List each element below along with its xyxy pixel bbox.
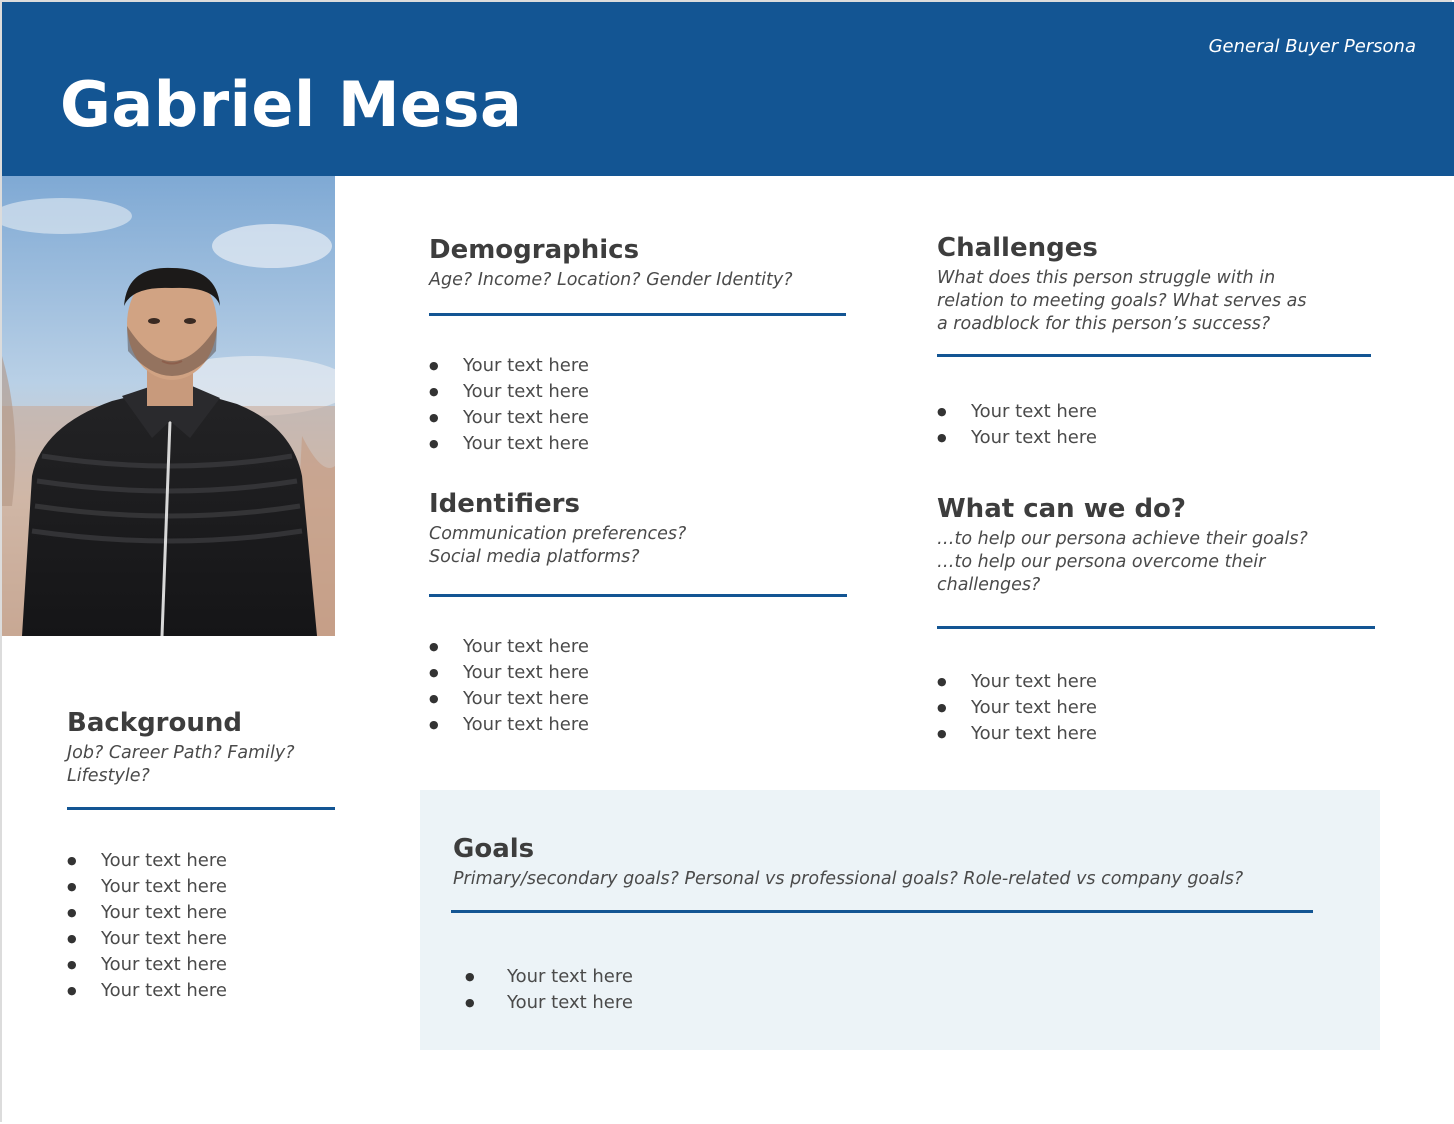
persona-name: Gabriel Mesa [60,68,523,141]
demographics-list [429,353,589,457]
list-item: ● Your text here [67,978,227,1004]
list-item: ● Your text here [937,399,1097,425]
what-can-we-do-prompt: …to help our persona achieve their goals? …to help our persona overcome their challenges? [937,529,1308,595]
what-can-we-do-section [937,494,1397,597]
list-item: ● Your text here [429,405,589,431]
persona-type-label: General Buyer Persona [1208,36,1416,57]
list-item: ● Your text here [937,721,1097,747]
list-item: ● Your text here [429,379,589,405]
goals-prompt: Primary/secondary goals? Personal vs professional goals? Role-related vs company goals? [453,869,1244,889]
list-item: ● Your text here [429,686,589,712]
challenges-section [937,233,1397,336]
what-can-we-do-title: What can we do? [937,494,1186,524]
list-item: ● Your text here [429,353,589,379]
demographics-section [429,235,859,292]
what-can-we-do-divider [937,626,1375,629]
persona-photo [2,176,335,636]
identifiers-title: Identifiers [429,489,580,519]
list-item: ● Your text here [429,431,589,457]
demographics-prompt: Age? Income? Location? Gender Identity? [429,270,793,290]
list-item: ● Your text here [937,695,1097,721]
list-item: ● Your text here [429,634,589,660]
list-item: ● Your text here [937,669,1097,695]
list-item: ● Your text here [465,964,633,990]
background-prompt: Job? Career Path? Family? Lifestyle? [67,743,295,786]
list-item: ● Your text here [67,874,227,900]
background-divider [67,807,335,810]
header-banner [2,2,1454,176]
goals-title: Goals [453,834,535,864]
identifiers-section [429,489,859,569]
identifiers-prompt: Communication preferences? Social media platforms? [429,524,687,567]
goals-list [465,964,633,1016]
list-item: ● Your text here [67,848,227,874]
demographics-title: Demographics [429,235,640,265]
background-section [67,708,347,788]
identifiers-list [429,634,589,738]
goals-section [453,834,1353,891]
list-item: ● Your text here [67,926,227,952]
list-item: ● Your text here [67,952,227,978]
list-item: ● Your text here [429,660,589,686]
challenges-list [937,399,1097,451]
demographics-divider [429,313,846,316]
background-title: Background [67,708,242,738]
identifiers-divider [429,594,847,597]
what-can-we-do-list [937,669,1097,747]
challenges-divider [937,354,1371,357]
list-item: ● Your text here [465,990,633,1016]
challenges-prompt: What does this person struggle with in relation to meeting goals? What serves as a roadblock for this person’s success? [937,268,1307,334]
list-item: ● Your text here [429,712,589,738]
goals-divider [451,910,1313,913]
challenges-title: Challenges [937,233,1098,263]
background-list [67,848,227,1004]
list-item: ● Your text here [937,425,1097,451]
list-item: ● Your text here [67,900,227,926]
